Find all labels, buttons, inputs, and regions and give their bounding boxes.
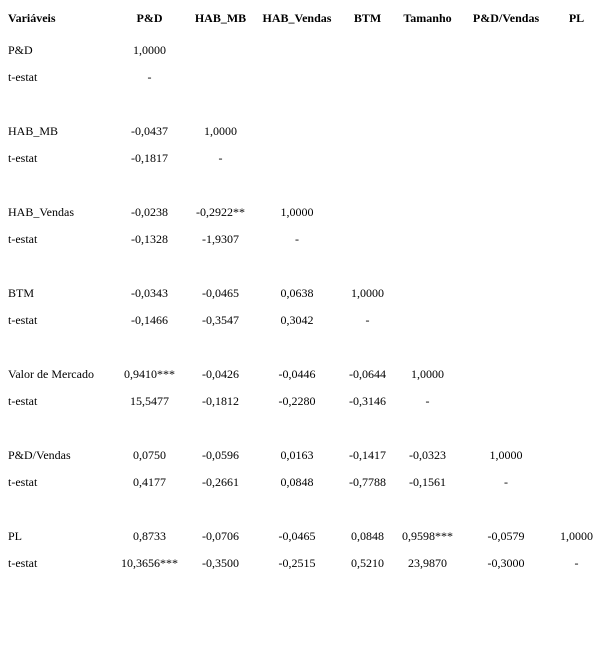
spacer-row [0, 414, 601, 441]
tstat-cell: -0,2280 [278, 393, 316, 408]
tstat-cell: - [147, 69, 152, 84]
coef-cell [340, 36, 395, 63]
spacer-cell [0, 171, 601, 198]
tstat-cell [552, 144, 601, 171]
coef-cell [395, 279, 460, 306]
tstat-cell [460, 387, 552, 414]
coef-row [0, 198, 601, 225]
coef-cell: 1,0000 [133, 42, 166, 57]
header-col-2: HAB_MB [194, 11, 247, 25]
spacer-row [0, 252, 601, 279]
tstat-row [0, 549, 601, 576]
coef-cell: -0,0596 [202, 447, 239, 462]
tstat-row [0, 306, 601, 333]
variable-label: P&D/Vendas [8, 447, 71, 462]
spacer-cell [0, 90, 601, 117]
spacer-cell [0, 495, 601, 522]
coef-cell [340, 117, 395, 144]
tstat-cell [460, 306, 552, 333]
tstat-cell: -0,3500 [202, 555, 239, 570]
tstat-cell: - [218, 150, 223, 165]
coef-cell: -0,0437 [131, 123, 168, 138]
table-header [0, 0, 601, 36]
tstat-cell [254, 144, 340, 171]
spacer-row [0, 171, 601, 198]
coef-row [0, 117, 601, 144]
tstat-cell [460, 144, 552, 171]
tstat-cell [395, 225, 460, 252]
tstat-cell [460, 63, 552, 90]
tstat-cell: - [574, 555, 579, 570]
tstat-cell: -0,1817 [131, 150, 168, 165]
coef-cell: 1,0000 [560, 528, 593, 543]
tstat-cell: -0,3547 [202, 312, 239, 327]
variable-label: Valor de Mercado [8, 366, 94, 381]
header-col-7: PL [568, 11, 585, 25]
tstat-cell: 0,0848 [280, 474, 314, 489]
coef-cell [254, 117, 340, 144]
tstat-cell [552, 387, 601, 414]
tstat-cell [340, 63, 395, 90]
tstat-cell: -1,9307 [202, 231, 239, 246]
tstat-cell [552, 63, 601, 90]
tstat-row [0, 225, 601, 252]
coef-row [0, 36, 601, 63]
tstat-cell [552, 306, 601, 333]
coef-cell [460, 279, 552, 306]
tstat-cell [552, 468, 601, 495]
coef-cell: -0,0465 [278, 528, 316, 543]
header-col-3: HAB_Vendas [262, 11, 332, 25]
tstat-cell [340, 225, 395, 252]
variable-label: PL [8, 528, 23, 543]
coef-cell [552, 360, 601, 387]
coef-cell [552, 198, 601, 225]
coef-cell: 0,0848 [351, 528, 384, 543]
tstat-cell: - [365, 312, 370, 327]
coef-cell: -0,0426 [202, 366, 239, 381]
tstat-cell [460, 225, 552, 252]
tstat-cell: 0,5210 [351, 555, 384, 570]
tstat-cell: 0,4177 [133, 474, 166, 489]
coef-cell [552, 279, 601, 306]
tstat-cell: - [425, 393, 430, 408]
tstat-cell: - [504, 474, 508, 489]
coef-row [0, 360, 601, 387]
coef-cell: 1,0000 [351, 285, 384, 300]
spacer-cell [0, 414, 601, 441]
coef-cell: 1,0000 [411, 366, 444, 381]
spacer-cell [0, 252, 601, 279]
coef-row [0, 522, 601, 549]
coef-cell [340, 198, 395, 225]
tstat-cell: -0,2661 [202, 474, 239, 489]
tstat-label: t-estat [8, 312, 38, 327]
tstat-cell [395, 144, 460, 171]
coef-row [0, 279, 601, 306]
tstat-label: t-estat [8, 231, 38, 246]
tstat-row [0, 468, 601, 495]
variable-label: HAB_MB [8, 123, 59, 138]
tstat-row [0, 63, 601, 90]
coef-cell: 0,0638 [280, 285, 314, 300]
coef-cell [552, 441, 601, 468]
coef-cell: -0,1417 [349, 447, 386, 462]
tstat-cell: -0,2515 [278, 555, 316, 570]
tstat-cell: 10,3656*** [121, 555, 178, 570]
header-variaveis: Variáveis [8, 11, 56, 25]
coef-cell: -0,0465 [202, 285, 239, 300]
tstat-cell: -0,3000 [487, 555, 525, 570]
coef-cell [395, 117, 460, 144]
tstat-cell: 15,5477 [130, 393, 169, 408]
tstat-row [0, 144, 601, 171]
coef-cell [254, 36, 340, 63]
coef-cell [460, 36, 552, 63]
coef-cell [552, 36, 601, 63]
header-col-4: BTM [353, 11, 382, 25]
coef-cell: 1,0000 [280, 204, 314, 219]
variable-label: BTM [8, 285, 35, 300]
coef-cell: 0,9410*** [124, 366, 175, 381]
header-col-1: P&D [136, 11, 163, 25]
tstat-cell: - [295, 231, 299, 246]
table-body [0, 36, 601, 576]
tstat-cell: -0,3146 [349, 393, 386, 408]
coef-cell [552, 117, 601, 144]
tstat-label: t-estat [8, 555, 38, 570]
coef-cell: 1,0000 [204, 123, 237, 138]
tstat-cell: -0,1561 [409, 474, 446, 489]
tstat-row [0, 387, 601, 414]
coef-cell [460, 198, 552, 225]
header-row [0, 0, 601, 36]
coef-cell: -0,0446 [278, 366, 316, 381]
coef-cell [395, 198, 460, 225]
coef-cell: -0,0579 [487, 528, 525, 543]
coef-cell: -0,0343 [131, 285, 168, 300]
tstat-cell [395, 63, 460, 90]
coef-cell: 1,0000 [489, 447, 523, 462]
coef-cell: 0,0750 [133, 447, 166, 462]
coef-cell [395, 36, 460, 63]
variable-label: HAB_Vendas [8, 204, 74, 219]
header-col-6: P&D/Vendas [472, 11, 540, 25]
coef-cell [460, 117, 552, 144]
tstat-cell: 23,9870 [408, 555, 447, 570]
coef-cell: -0,0706 [202, 528, 239, 543]
tstat-cell: -0,1466 [131, 312, 168, 327]
coef-cell: -0,0644 [349, 366, 386, 381]
header-col-5: Tamanho [403, 11, 452, 25]
tstat-cell [187, 63, 254, 90]
coef-cell: -0,0238 [131, 204, 168, 219]
tstat-cell: -0,7788 [349, 474, 386, 489]
coef-cell: 0,8733 [133, 528, 166, 543]
coef-cell [460, 360, 552, 387]
coef-cell: -0,2922** [196, 204, 245, 219]
tstat-label: t-estat [8, 393, 38, 408]
coef-cell: -0,0323 [409, 447, 446, 462]
tstat-cell [552, 225, 601, 252]
spacer-row [0, 333, 601, 360]
tstat-cell [340, 144, 395, 171]
tstat-label: t-estat [8, 69, 38, 84]
coef-cell: 0,9598*** [402, 528, 453, 543]
tstat-cell [395, 306, 460, 333]
spacer-row [0, 90, 601, 117]
coef-row [0, 441, 601, 468]
coef-cell: 0,0163 [280, 447, 314, 462]
tstat-label: t-estat [8, 150, 38, 165]
variable-label: P&D [8, 42, 33, 57]
tstat-cell: -0,1328 [131, 231, 168, 246]
tstat-cell: 0,3042 [280, 312, 314, 327]
tstat-cell: -0,1812 [202, 393, 239, 408]
coef-cell [187, 36, 254, 63]
tstat-cell [254, 63, 340, 90]
spacer-cell [0, 333, 601, 360]
spacer-row [0, 495, 601, 522]
tstat-label: t-estat [8, 474, 38, 489]
